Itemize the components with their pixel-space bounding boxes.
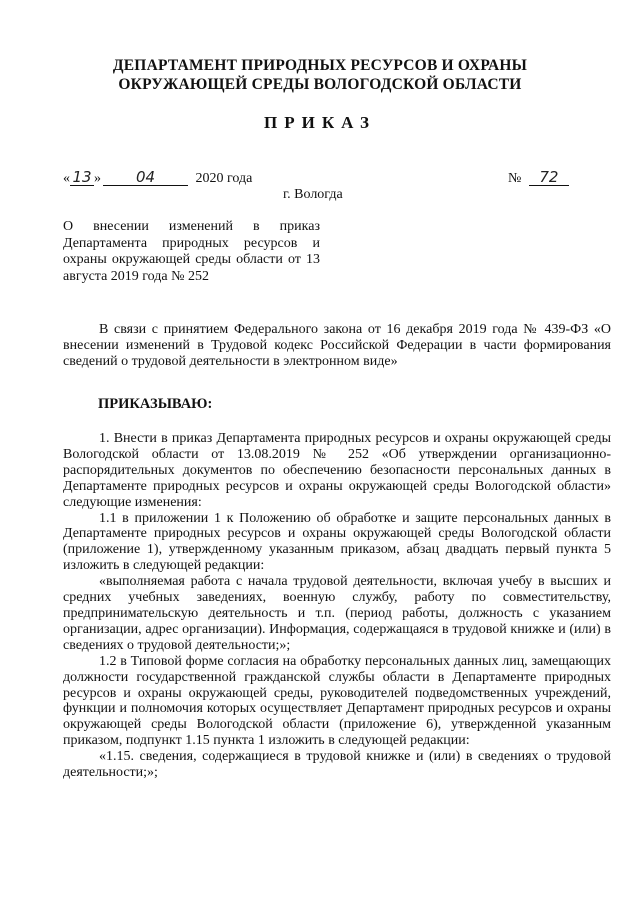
organization-name-line-1: ДЕПАРТАМЕНТ ПРИРОДНЫХ РЕСУРСОВ И ОХРАНЫ — [112, 57, 528, 74]
quote-1-paragraph: «выполняемая работа с начала трудовой деятельности, включая учебу в высших и средних учебных заведениях, военную службу, работу по совместительству, предпринимательскую деятельность и т.п. (период работы, должность с указанием организации, адрес организации). Информация, содержащаяся в трудовой книжке и (или) в сведениях о трудовой деятельности;»; — [63, 574, 611, 653]
order-word: ПРИКАЗЫВАЮ: — [98, 396, 213, 412]
date-open-quote: « — [63, 171, 70, 186]
organization-name-line-2: ОКРУЖАЮЩЕЙ СРЕДЫ ВОЛОГОДСКОЙ ОБЛАСТИ — [118, 76, 522, 93]
number-sign: № — [508, 171, 522, 186]
number-value: 72 — [529, 169, 569, 186]
date-close-quote: » — [94, 171, 101, 186]
date-month: 04 — [103, 169, 188, 186]
item-1-paragraph: 1. Внести в приказ Департамента природных ресурсов и охраны окружающей среды Вологодской области от 13.08.2019 № 252 «Об утверждении организационно-распорядительных документов по обеспечению безопасности персональных данных в Департаменте природных ресурсов и охраны окружающей среды Вологодской области» следующие изменения: — [63, 431, 611, 510]
document-number — [508, 169, 569, 187]
document-type-title: ПРИКАЗ — [264, 113, 376, 132]
item-1-2-paragraph: 1.2 в Типовой форме согласия на обработку персональных данных лиц, замещающих должности государственной гражданской службы области в Департаменте природных ресурсов и охраны окружающей среды, руководителей подведомственных учреждений, функции и полномочия которых осуществляет Департамент природных ресурсов и охраны окружающей среды Вологодской области (приложение 6), утвержденной указанным приказом, подпункт 1.15 пункта 1 изложить в следующей редакции: — [63, 653, 611, 749]
document-subject: О внесении изменений в приказ Департамента природных ресурсов и охраны окружающей среды области от 13 августа 2019 года № 252 — [63, 219, 320, 284]
order-body — [63, 431, 611, 781]
date-year: 2020 года — [195, 171, 253, 186]
quote-2-paragraph: «1.15. сведения, содержащиеся в трудовой книжке и (или) в сведениях о трудовой деятельности;»; — [63, 749, 611, 781]
item-1-1-paragraph: 1.1 в приложении 1 к Положению об обработке и защите персональных данных в Департаменте природных ресурсов и охраны окружающей среды Вологодской области (приложение 1), утвержденному указанным приказом, абзац двадцать первый пункта 5 изложить в следующей редакции: — [63, 510, 611, 574]
city: г. Вологда — [283, 187, 343, 202]
preamble-paragraph: В связи с принятием Федерального закона от 16 декабря 2019 года № 439-ФЗ «О внесении изменений в Трудовой кодекс Российской Федерации в части формирования сведений о трудовой деятельности в электронном виде» — [63, 322, 611, 369]
date-day: 13 — [70, 169, 94, 186]
document-date — [63, 169, 252, 187]
preamble-block — [63, 322, 611, 370]
